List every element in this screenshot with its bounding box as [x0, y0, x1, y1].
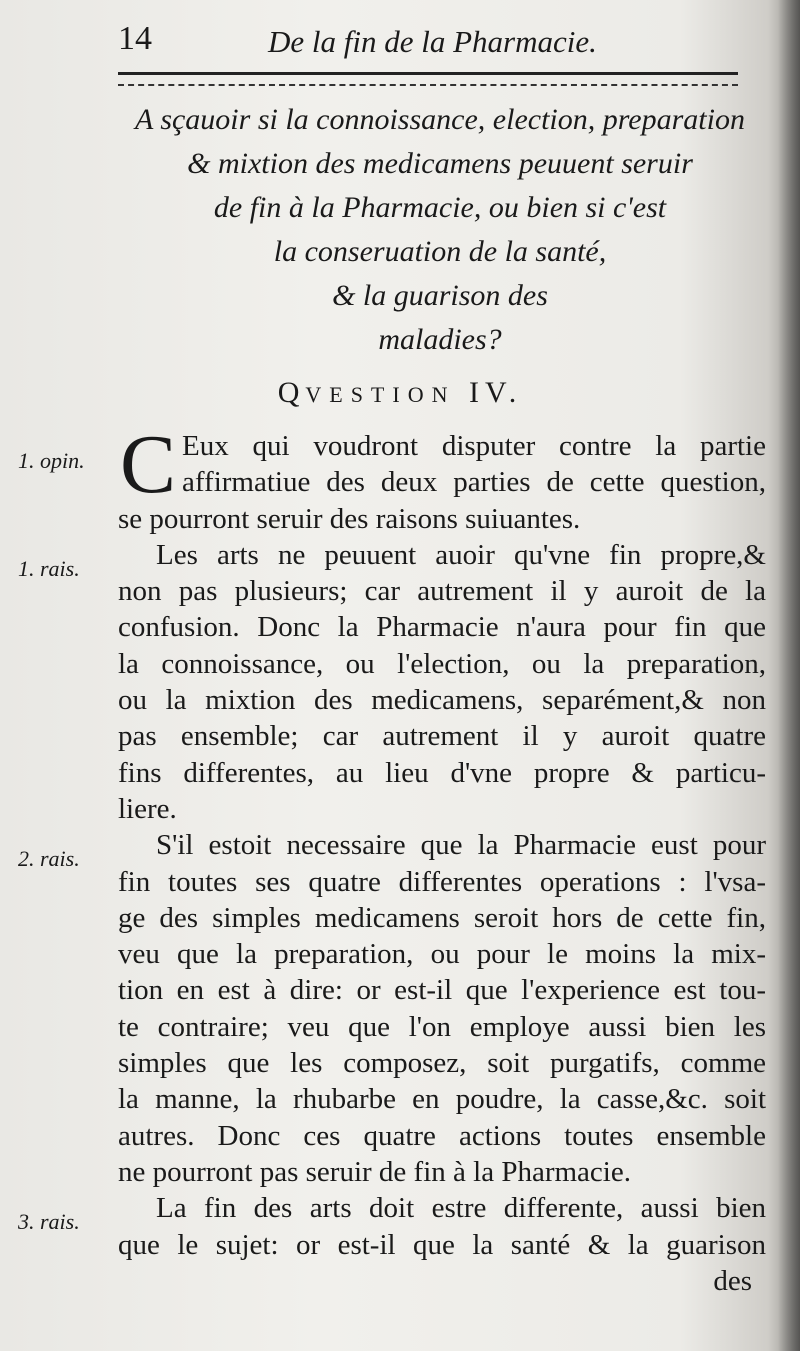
- text-line: simples que les composez, soit purgatifs, comme: [118, 1047, 766, 1080]
- page-header: [118, 18, 758, 58]
- text-line: liere.: [118, 792, 177, 825]
- text-line: autres. Donc ces quatre actions toutes ensemble: [118, 1119, 766, 1152]
- margin-note: 2. rais.: [18, 846, 80, 871]
- text-line: se pourront seruir des raisons suiuantes.: [118, 502, 581, 535]
- text-line: fin toutes ses quatre differentes operations : l'vsa-: [118, 865, 766, 898]
- catchword-row: [118, 1263, 766, 1299]
- header-rule: [118, 72, 738, 75]
- text-line: confusion. Donc la Pharmacie n'aura pour fin que: [118, 611, 766, 644]
- text-line: tion en est à dire: or est-il que l'experience est tou-: [118, 974, 766, 1007]
- heading-line: & la guarison des: [332, 279, 548, 312]
- text-line: Eux qui voudront disputer contre la partie: [182, 430, 766, 462]
- heading-line: maladies?: [378, 323, 502, 356]
- drop-cap: C: [120, 418, 177, 511]
- text-line: que le sujet: or est-il que la santé & la guarison: [118, 1228, 766, 1261]
- question-title-word: VESTION: [305, 382, 456, 407]
- text-line: S'il estoit necessaire que la Pharmacie eust pour: [156, 829, 766, 862]
- heading-line: A sçauoir si la connoissance, election, preparation: [135, 103, 745, 136]
- text-line: te contraire; veu que l'on employe aussi bien les: [118, 1010, 766, 1043]
- text-line: ge des simples medicamens seroit hors de cette fin,: [118, 901, 766, 934]
- heading-line: la conseruation de la santé,: [273, 235, 607, 268]
- text-line: Les arts ne peuuent auoir qu'vne fin propre,&: [156, 538, 766, 571]
- text-line: fins differentes, au lieu d'vne propre & particu-: [118, 756, 766, 789]
- page-number: 14: [118, 20, 152, 57]
- text-line: non pas plusieurs; car autrement il y auroit de la: [118, 575, 766, 608]
- paragraph-2: [118, 537, 766, 827]
- margin-note: 3. rais.: [18, 1209, 80, 1234]
- question-number: IV.: [468, 376, 523, 409]
- text-line: ne pourront pas seruir de fin à la Pharmacie.: [118, 1155, 631, 1188]
- margin-note: 1. opin.: [18, 448, 85, 473]
- catchword: des: [713, 1264, 752, 1297]
- text-line: la manne, la rhubarbe en poudre, la casse,&c. soit: [118, 1083, 766, 1116]
- heading-line: de fin à la Pharmacie, ou bien si c'est: [213, 191, 667, 224]
- paragraph-1: [118, 418, 766, 537]
- paragraph-3: [118, 827, 766, 1190]
- text-line: la connoissance, ou l'election, ou la preparation,: [118, 647, 766, 680]
- running-title: De la fin de la Pharmacie.: [268, 24, 597, 59]
- text-line: pas ensemble; car autrement il y auroit quatre: [118, 720, 766, 753]
- question-title-initial: Q: [277, 376, 306, 409]
- text-line: La fin des arts doit estre differente, aussi bien: [156, 1192, 766, 1225]
- text-line: veu que la preparation, ou pour le moins la mix-: [118, 938, 766, 971]
- header-rule-dashed: [118, 84, 738, 86]
- page-gutter-shadow: [778, 0, 800, 1351]
- question-title: [0, 376, 800, 410]
- text-line: ou la mixtion des medicamens, separément,& non: [118, 684, 766, 717]
- chapter-heading: [110, 98, 770, 362]
- paragraph-4: [118, 1190, 766, 1263]
- body-text: [118, 418, 766, 1299]
- text-line: affirmatiue des deux parties de cette question,: [182, 466, 766, 499]
- heading-line: & mixtion des medicamens peuuent seruir: [187, 147, 693, 180]
- margin-note: 1. rais.: [18, 556, 80, 581]
